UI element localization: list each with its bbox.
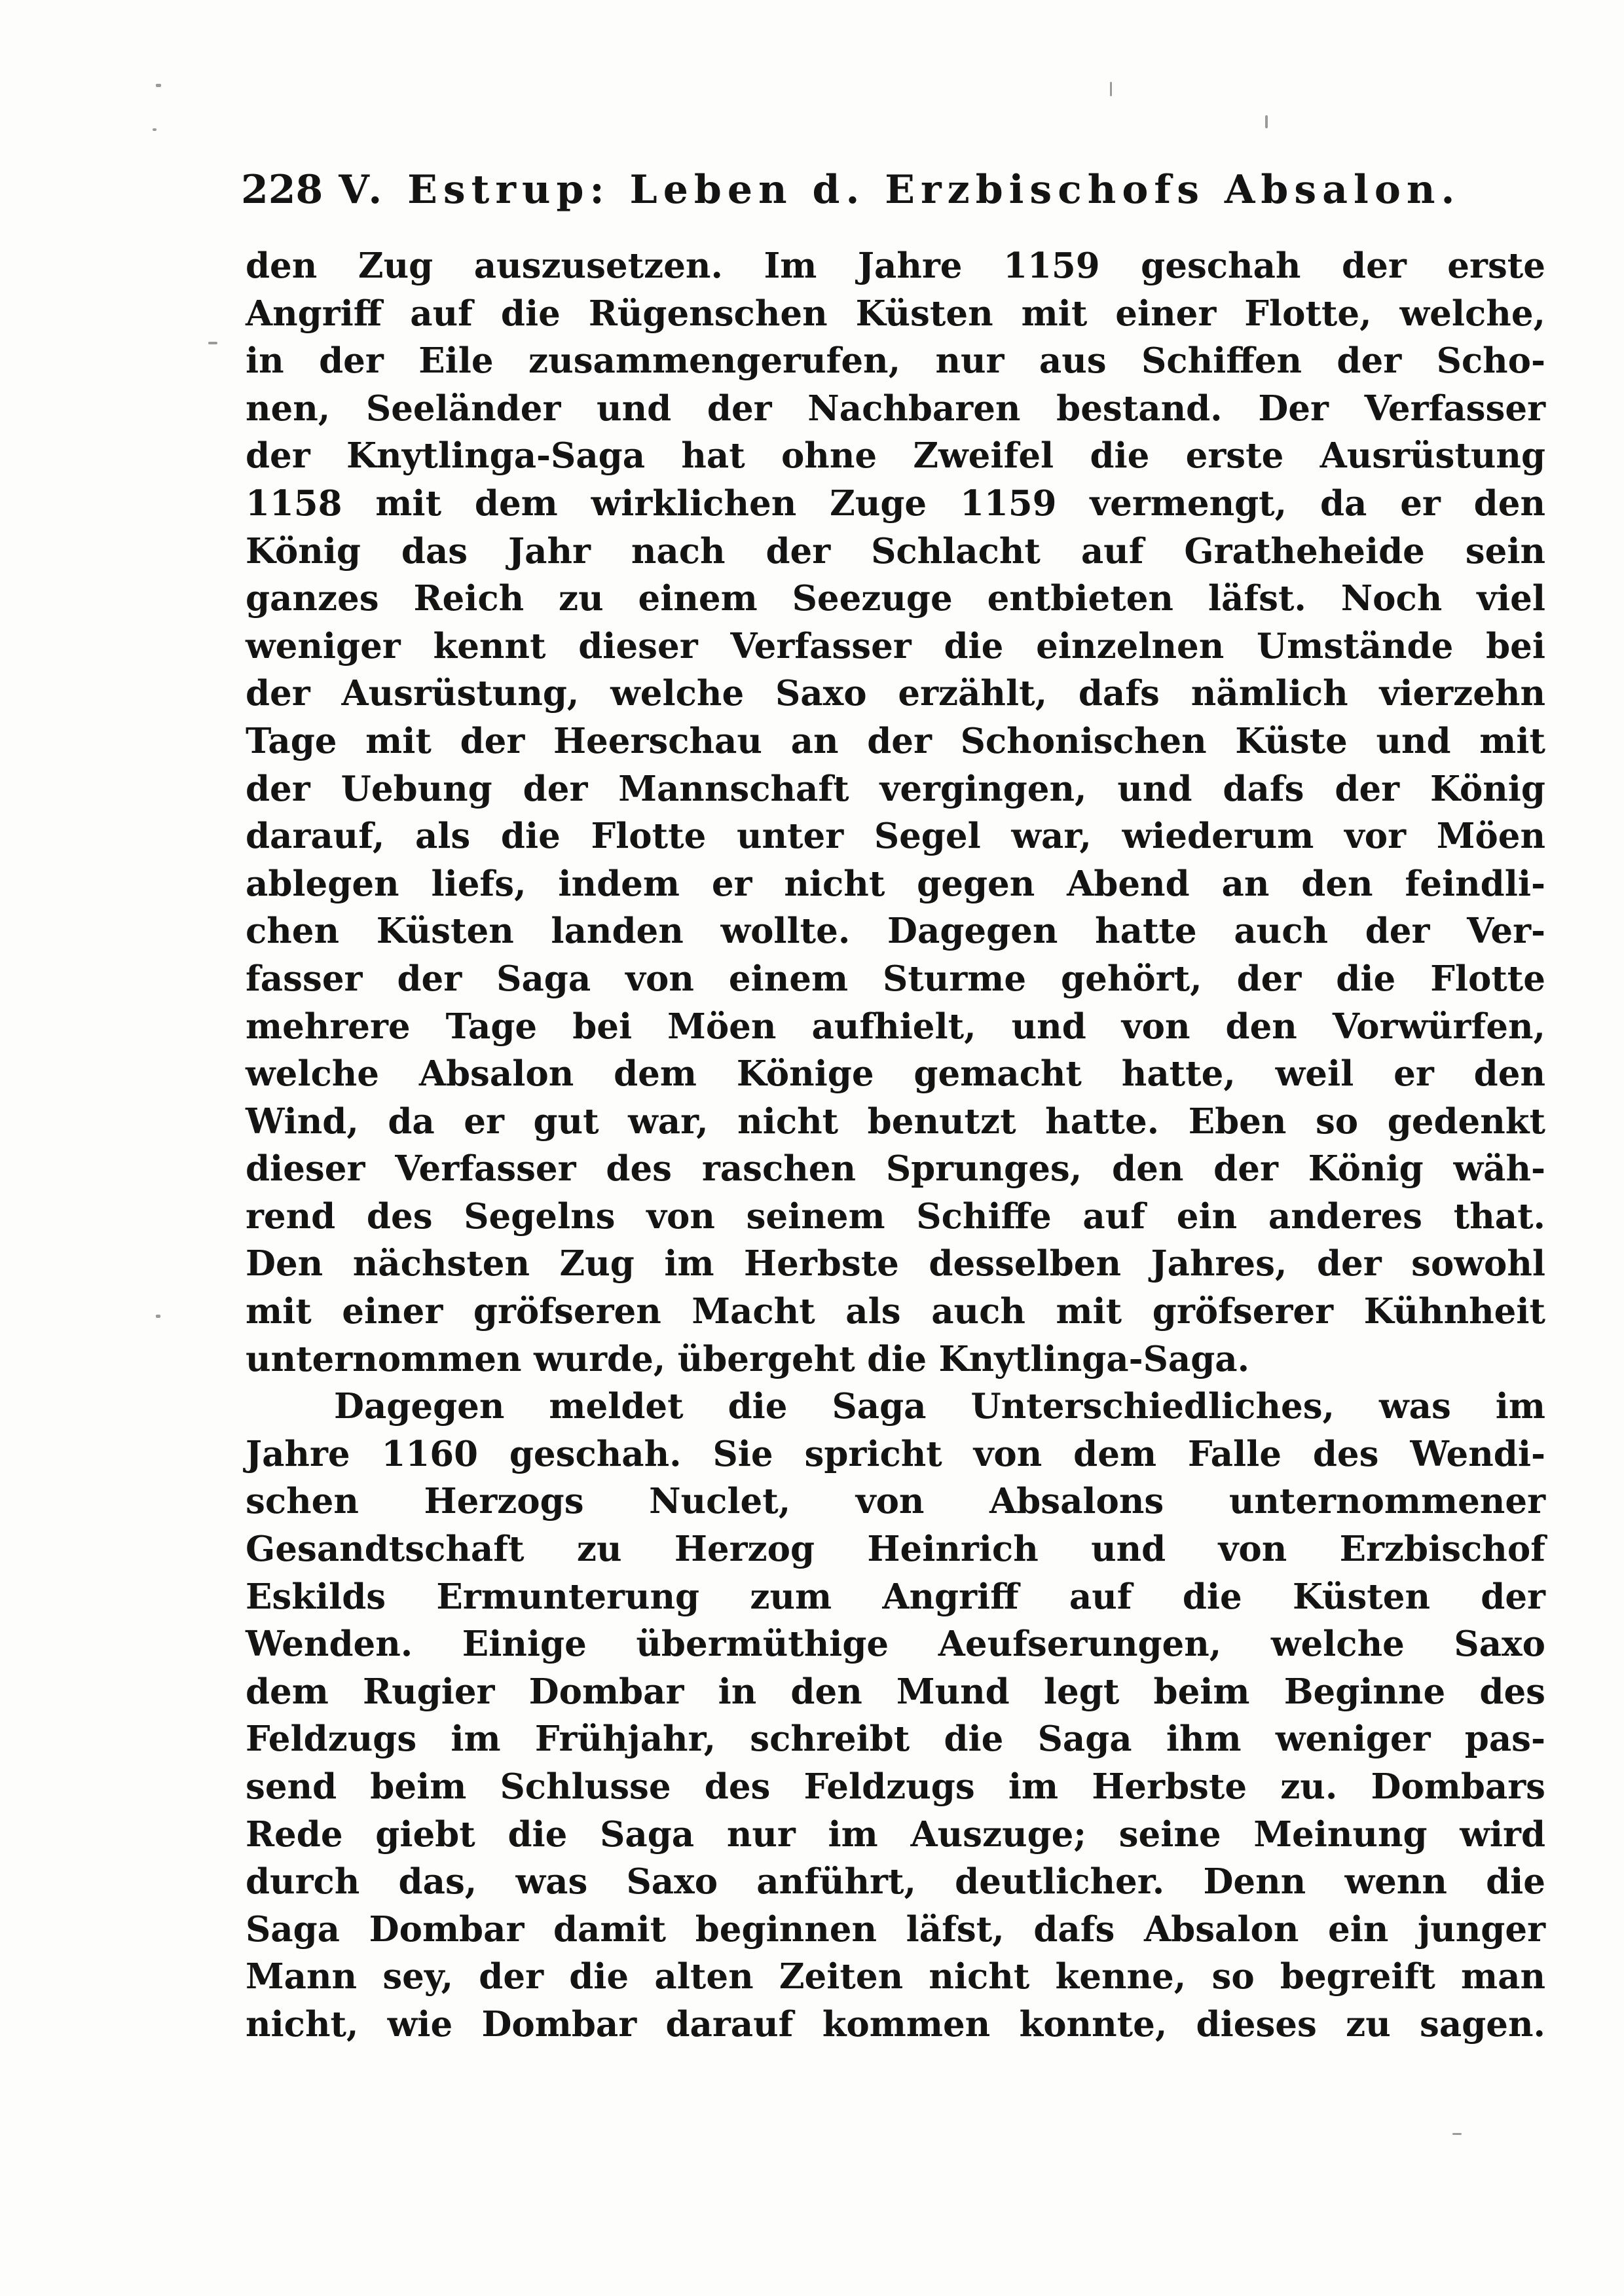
text-line: Jahre 1160 geschah. Sie spricht von dem Falle des Wendi- <box>246 1433 1545 1474</box>
text-line: der Ausrüstung, welche Saxo erzählt, dafs nämlich vierzehn <box>246 673 1545 714</box>
text-line: unternommen wurde, übergeht die Knytlinga-Saga. <box>246 1338 1250 1379</box>
paragraph <box>246 1383 1545 2048</box>
text-line: chen Küsten landen wollte. Dagegen hatte auch der Ver- <box>246 911 1545 952</box>
text-line: Wenden. Einige übermüthige Aeufserungen, welche Saxo <box>246 1624 1545 1665</box>
text-line: fasser der Saga von einem Sturme gehört, der die Flotte <box>246 958 1545 999</box>
text-line: Saga Dombar damit beginnen läfst, dafs Absalon ein junger <box>246 1908 1545 1950</box>
text-line: Angriff auf die Rügenschen Küsten mit einer Flotte, welche, <box>246 293 1545 334</box>
text-line: Tage mit der Heerschau an der Schonischen Küste und mit <box>246 720 1545 761</box>
margin-speck <box>156 84 161 87</box>
margin-speck <box>208 342 217 344</box>
text-line: Rede giebt die Saga nur im Auszuge; seine Meinung wird <box>246 1813 1545 1855</box>
text-line: ganzes Reich zu einem Seezuge entbieten läfst. Noch viel <box>246 578 1545 619</box>
text-line: rend des Segelns von seinem Schiffe auf ein anderes that. <box>246 1195 1545 1237</box>
text-line: dieser Verfasser des raschen Sprunges, den der König wäh- <box>246 1148 1545 1190</box>
paragraph <box>246 242 1545 1383</box>
text-line: Gesandtschaft zu Herzog Heinrich und von Erzbischof <box>246 1529 1545 1570</box>
running-head-title: V. Estrup: Leben d. Erzbischofs Absalon. <box>339 167 1461 213</box>
text-line: durch das, was Saxo anführt, deutlicher. Denn wenn die <box>246 1861 1545 1903</box>
text-line: in der Eile zusammengerufen, nur aus Schiffen der Scho- <box>246 340 1545 382</box>
text-line: mit einer gröfseren Macht als auch mit gröfserer Kühnheit <box>246 1291 1545 1332</box>
text-line: send beim Schlusse des Feldzugs im Herbste zu. Dombars <box>246 1766 1545 1807</box>
text-line: Feldzugs im Frühjahr, schreibt die Saga ihm weniger pas- <box>246 1719 1545 1760</box>
margin-speck <box>1110 82 1112 96</box>
text-line: König das Jahr nach der Schlacht auf Gratheheide sein <box>246 530 1545 572</box>
margin-speck <box>153 128 157 131</box>
text-line: Den nächsten Zug im Herbste desselben Jahres, der sowohl <box>246 1243 1545 1285</box>
text-line: schen Herzogs Nuclet, von Absalons unternommener <box>246 1481 1545 1522</box>
text-line: nen, Seeländer und der Nachbaren bestand. Der Verfasser <box>246 388 1545 429</box>
text-line: darauf, als die Flotte unter Segel war, wiederum vor Möen <box>246 816 1545 857</box>
text-line: weniger kennt dieser Verfasser die einzelnen Umstände bei <box>246 625 1545 666</box>
text-line: welche Absalon dem Könige gemacht hatte, weil er den <box>246 1053 1545 1095</box>
body-text <box>246 242 1545 2049</box>
text-line: den Zug auszusetzen. Im Jahre 1159 geschah der erste <box>246 246 1545 286</box>
page-number: 228 <box>241 167 323 213</box>
text-line: Eskilds Ermunterung zum Angriff auf die Küsten der <box>246 1576 1545 1617</box>
text-line: Dagegen meldet die Saga Unterschiedliches, was im <box>334 1386 1545 1427</box>
margin-speck <box>1452 2133 1462 2135</box>
text-line: der Uebung der Mannschaft vergingen, und dafs der König <box>246 768 1545 809</box>
margin-speck <box>156 1315 160 1318</box>
text-line: nicht, wie Dombar darauf kommen konnte, dieses zu sagen. <box>246 2003 1545 2045</box>
text-line: 1158 mit dem wirklichen Zuge 1159 vermengt, da er den <box>246 483 1545 524</box>
text-line: mehrere Tage bei Möen aufhielt, und von den Vorwürfen, <box>246 1006 1545 1047</box>
text-line: dem Rugier Dombar in den Mund legt beim Beginne des <box>246 1671 1545 1712</box>
text-line: ablegen liefs, indem er nicht gegen Abend an den feindli- <box>246 863 1545 904</box>
text-line: Wind, da er gut war, nicht benutzt hatte. Eben so gedenkt <box>246 1101 1545 1142</box>
running-header <box>241 167 1498 226</box>
text-line: Mann sey, der die alten Zeiten nicht kenne, so begreift man <box>246 1956 1545 1997</box>
margin-speck <box>1265 115 1268 128</box>
text-line: der Knytlinga-Saga hat ohne Zweifel die erste Ausrüstung <box>246 435 1545 477</box>
